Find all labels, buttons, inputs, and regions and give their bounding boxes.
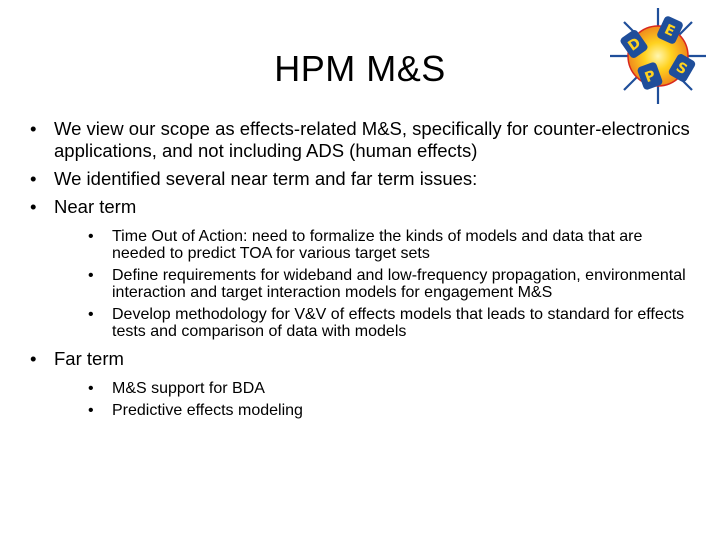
bullet-item [30, 168, 690, 190]
bullet-list [30, 118, 690, 419]
slide-body [30, 118, 690, 427]
bullet-text: We identified several near term and far term issues: [54, 168, 478, 189]
sub-bullet-list [88, 380, 690, 419]
logo-letter: D [625, 34, 644, 55]
sub-bullet-item: • Time Out of Action: need to formalize the kinds of models and data that are needed to predict TOA for various target sets [88, 228, 690, 262]
bullet-item [30, 196, 690, 340]
sub-bullet-list [88, 228, 690, 340]
sub-bullet-item: • M&S support for BDA [88, 380, 690, 397]
bullet-text: Far term [54, 348, 124, 369]
logo-letter: P [642, 67, 658, 87]
logo-letter: S [673, 59, 690, 79]
sub-bullet-item: • Predictive effects modeling [88, 402, 690, 419]
bullet-text: We view our scope as effects-related M&S, specifically for counter-electronics applications, and not including ADS (human effects) [54, 118, 690, 161]
sub-bullet-item: • Define requirements for wideband and low-frequency propagation, environmental interaction and target interaction models for engagement M&S [88, 267, 690, 301]
bullet-text: Near term [54, 196, 137, 217]
deps-logo [602, 4, 714, 108]
bullet-item [30, 348, 690, 419]
logo-letter: E [661, 21, 678, 41]
slide-title: HPM M&S [274, 48, 446, 89]
bullet-item [30, 118, 690, 162]
sub-bullet-item: • Develop methodology for V&V of effects models that leads to standard for effects tests and comparison of data with models [88, 306, 690, 340]
